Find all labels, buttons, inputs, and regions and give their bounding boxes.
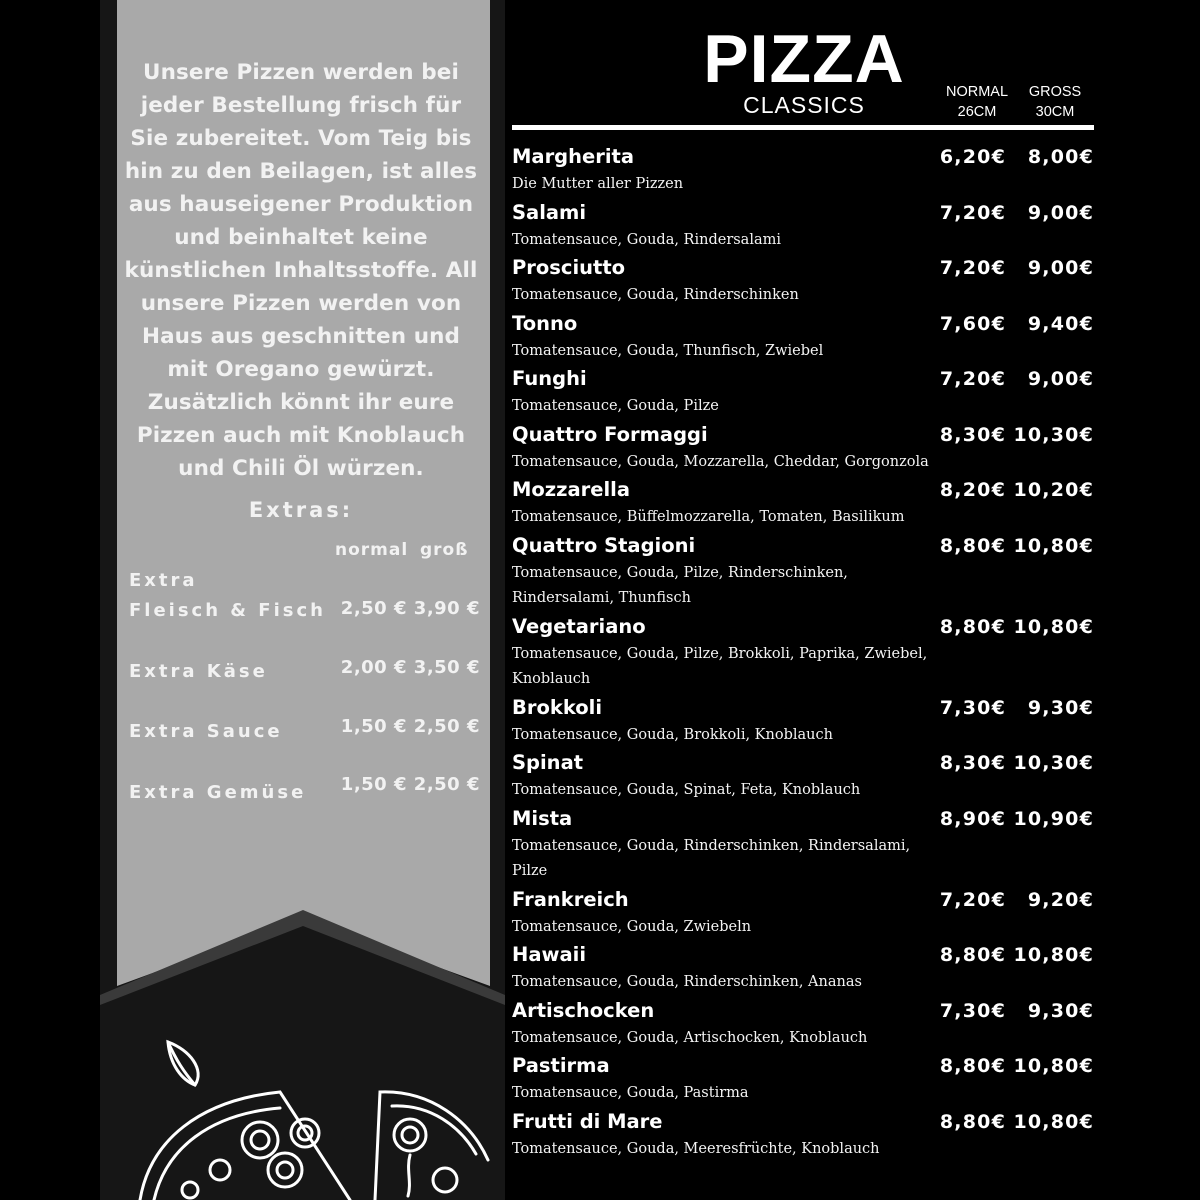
extra-price-normal: 2,50 € bbox=[340, 598, 407, 619]
pizza-description: Tomatensauce, Gouda, Artischocken, Knoblauch bbox=[512, 1029, 868, 1046]
menu-item bbox=[512, 198, 1097, 254]
price-normal: 8,80€ bbox=[939, 944, 1006, 966]
menu-item bbox=[512, 612, 1097, 693]
pizza-description: Tomatensauce, Gouda, Meeresfrüchte, Knoblauch bbox=[512, 1140, 880, 1157]
size-normal-cm: 26CM bbox=[957, 104, 997, 120]
pizza-description: Die Mutter aller Pizzen bbox=[512, 176, 684, 192]
pizza-name: Mozzarella bbox=[512, 478, 631, 501]
menu-item bbox=[512, 885, 1097, 941]
price-normal: 7,30€ bbox=[939, 696, 1006, 719]
pizza-description: Tomatensauce, Gouda, Thunfisch, Zwiebel bbox=[512, 342, 824, 359]
price-normal: 7,20€ bbox=[939, 888, 1006, 911]
price-normal: 8,20€ bbox=[939, 479, 1006, 501]
size-gross-label: GROSS bbox=[1028, 84, 1082, 100]
pizza-sketch-icon bbox=[110, 1030, 490, 1200]
pizza-description: Tomatensauce, Gouda, Rinderschinken, Ananas bbox=[512, 974, 862, 990]
price-gross: 8,00€ bbox=[1027, 146, 1094, 168]
pizza-description: Tomatensauce, Gouda, Rinderschinken bbox=[512, 287, 799, 303]
intro-text: Unsere Pizzen werden bei jeder Bestellung frisch für Sie zubereitet. Vom Teig bis hin zu den Beilagen, ist alles aus hauseigener Produktion und beinhaltet keine künstlichen Inhaltsstoffe. All unsere Pizzen werden von Haus aus geschnitten und mit Oregano gewürzt. Zusätzlich könnt ihr eure Pizzen auch mit Knoblauch und Chili Öl würzen. bbox=[124, 60, 478, 481]
pizza-name: Mista bbox=[512, 806, 573, 830]
price-normal: 8,30€ bbox=[939, 423, 1006, 446]
extra-price-normal: 1,50 € bbox=[340, 716, 407, 737]
menu-item bbox=[512, 1051, 1097, 1107]
pizza-description: Tomatensauce, Gouda, Pilze, Brokkoli, Paprika, Zwiebel, Knoblauch bbox=[512, 645, 928, 687]
price-normal: 7,30€ bbox=[939, 999, 1006, 1022]
size-header-gross bbox=[1010, 82, 1100, 122]
price-gross: 10,90€ bbox=[1013, 807, 1094, 830]
size-normal-label: NORMAL bbox=[945, 84, 1009, 100]
extra-label: Extra Sauce bbox=[129, 721, 283, 742]
extras-col-normal: normal bbox=[335, 540, 409, 560]
price-normal: 6,20€ bbox=[939, 146, 1006, 168]
extra-label-line1: Extra bbox=[129, 570, 198, 591]
pizza-name: Vegetariano bbox=[512, 614, 646, 638]
page-subtitle: CLASSICS bbox=[743, 92, 865, 118]
pizza-name: Margherita bbox=[512, 145, 635, 168]
price-normal: 8,80€ bbox=[939, 534, 1006, 557]
pizza-name: Brokkoli bbox=[512, 695, 603, 719]
extra-label: Extra Käse bbox=[129, 661, 268, 682]
pizza-description: Tomatensauce, Büffelmozzarella, Tomaten, Basilikum bbox=[512, 509, 905, 525]
extra-price-normal: 2,00 € bbox=[340, 657, 407, 678]
price-gross: 10,80€ bbox=[1013, 534, 1094, 557]
price-normal: 8,80€ bbox=[939, 1055, 1006, 1077]
pizza-menu-list bbox=[512, 142, 1097, 1162]
menu-item bbox=[512, 804, 1097, 885]
pizza-name: Quattro Stagioni bbox=[512, 533, 696, 557]
pizza-name: Quattro Formaggi bbox=[512, 422, 708, 446]
pizza-name: Artischocken bbox=[512, 998, 655, 1022]
price-normal: 7,60€ bbox=[939, 312, 1006, 335]
pizza-name: Pastirma bbox=[512, 1054, 610, 1077]
extra-price-gross: 2,50 € bbox=[413, 774, 480, 795]
pizza-name: Salami bbox=[512, 200, 587, 224]
price-gross: 10,80€ bbox=[1013, 944, 1094, 966]
menu-item bbox=[512, 996, 1097, 1052]
extra-label-line2: Fleisch & Fisch bbox=[129, 600, 326, 621]
pizza-description: Tomatensauce, Gouda, Rinderschinken, Rindersalami, Pilze bbox=[512, 837, 911, 879]
menu-item bbox=[512, 420, 1097, 476]
size-header-normal bbox=[932, 82, 1022, 122]
pizza-name: Frutti di Mare bbox=[512, 1109, 663, 1133]
price-gross: 10,30€ bbox=[1013, 752, 1094, 774]
extra-label: Extra Gemüse bbox=[129, 782, 307, 803]
pizza-name: Prosciutto bbox=[512, 256, 626, 279]
pizza-name: Funghi bbox=[512, 367, 587, 390]
menu-item bbox=[512, 364, 1097, 420]
pizza-name: Spinat bbox=[512, 751, 584, 774]
size-gross-cm: 30CM bbox=[1035, 104, 1075, 120]
price-gross: 10,30€ bbox=[1013, 423, 1094, 446]
header-divider bbox=[512, 125, 1094, 130]
price-gross: 9,20€ bbox=[1027, 888, 1094, 911]
price-normal: 8,80€ bbox=[939, 615, 1006, 638]
menu-item bbox=[512, 748, 1097, 804]
menu-item bbox=[512, 142, 1097, 198]
page-title: PIZZA bbox=[703, 21, 905, 97]
extras-title: Extras: bbox=[248, 498, 354, 522]
extra-price-normal: 1,50 € bbox=[340, 774, 407, 795]
price-gross: 9,40€ bbox=[1027, 312, 1094, 335]
menu-item bbox=[512, 309, 1097, 365]
pizza-name: Tonno bbox=[512, 311, 578, 335]
extra-price-gross: 3,90 € bbox=[413, 598, 480, 619]
extra-price-gross: 3,50 € bbox=[413, 657, 480, 678]
price-gross: 10,20€ bbox=[1013, 479, 1094, 501]
pizza-description: Tomatensauce, Gouda, Brokkoli, Knoblauch bbox=[512, 726, 833, 743]
menu-item bbox=[512, 940, 1097, 996]
pizza-name: Hawaii bbox=[512, 943, 587, 966]
extra-price-gross: 2,50 € bbox=[413, 716, 480, 737]
price-normal: 7,20€ bbox=[939, 257, 1006, 279]
menu-item bbox=[512, 693, 1097, 749]
pizza-description: Tomatensauce, Gouda, Pastirma bbox=[512, 1085, 749, 1101]
pizza-description: Tomatensauce, Gouda, Spinat, Feta, Knoblauch bbox=[512, 782, 861, 798]
pizza-description: Tomatensauce, Gouda, Mozzarella, Cheddar, Gorgonzola bbox=[512, 453, 929, 470]
pizza-name: Frankreich bbox=[512, 887, 629, 911]
menu-item bbox=[512, 475, 1097, 531]
pizza-description: Tomatensauce, Gouda, Pilze, Rinderschinken, Rindersalami, Thunfisch bbox=[512, 564, 848, 606]
extras-col-gross: groß bbox=[420, 540, 469, 560]
pizza-description: Tomatensauce, Gouda, Rindersalami bbox=[512, 231, 782, 248]
price-gross: 9,00€ bbox=[1027, 257, 1094, 279]
price-gross: 10,80€ bbox=[1013, 1055, 1094, 1077]
menu-item bbox=[512, 1107, 1097, 1163]
menu-item bbox=[512, 253, 1097, 309]
pizza-description: Tomatensauce, Gouda, Pilze bbox=[512, 398, 719, 414]
price-gross: 10,80€ bbox=[1013, 1110, 1094, 1133]
menu-item bbox=[512, 531, 1097, 612]
price-normal: 8,30€ bbox=[939, 752, 1006, 774]
price-normal: 8,90€ bbox=[939, 807, 1006, 830]
price-normal: 7,20€ bbox=[939, 201, 1006, 224]
price-normal: 8,80€ bbox=[939, 1110, 1006, 1133]
price-gross: 9,00€ bbox=[1027, 368, 1094, 390]
price-gross: 9,30€ bbox=[1027, 999, 1094, 1022]
pizza-description: Tomatensauce, Gouda, Zwiebeln bbox=[512, 918, 752, 935]
price-gross: 9,00€ bbox=[1027, 201, 1094, 224]
price-gross: 9,30€ bbox=[1027, 696, 1094, 719]
price-gross: 10,80€ bbox=[1013, 615, 1094, 638]
price-normal: 7,20€ bbox=[939, 368, 1006, 390]
